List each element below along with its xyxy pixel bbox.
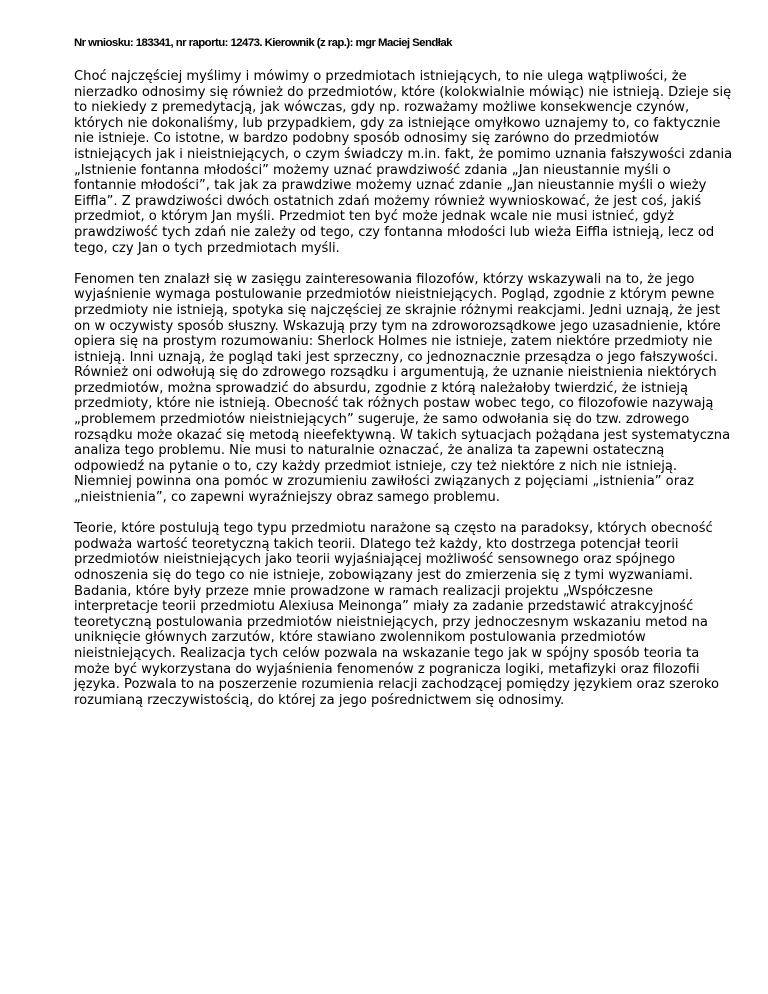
report-body — [74, 69, 734, 724]
paragraph-2: Fenomen ten znalazł się w zasięgu zainteresowania filozofów, którzy wskazywali na to, że jego wyjaśnienie wymaga postulowanie przedmiotów nieistniejących. Pogląd, zgodnie z którym pewne przedmioty nie istnieją, spotyka się najczęściej ze skrajnie różnymi reakcjami. Jedni uznają, że jest on w oczywisty sposób słuszny. Wskazują przy tym na zdroworozsądkowe jego uzasadnienie, które opiera się na prostym rozumowaniu: Sherlock Holmes nie istnieje, zatem niektóre przedmioty nie istnieją. Inni uznają, że pogląd taki jest sprzeczny, co jednoznacznie przesądza o jego fałszywości. Również oni odwołują się do zdrowego rozsądku i argumentują, że uznanie nieistnienia niektórych przedmiotów, można sprowadzić do absurdu, zgodnie z którą należałoby twierdzić, że istnieją przedmioty, które nie istnieją. Obecność tak różnych postaw wobec tego, co filozofowie nazywają „problemem przedmiotów nieistniejących” sugeruje, że samo odwołania się do tzw. zdrowego rozsądku może okazać się metodą nieefektywną. W takich sytuacjach pożądana jest systematyczna analiza tego problemu. Nie musi to naturalnie oznaczać, że analiza ta zapewni ostateczną odpowiedź na pytanie o to, czy każdy przedmiot istnieje, czy też niektóre z nich nie istnieją. Niemniej powinna ona pomóc w zrozumieniu zawiłości związanych z pojęciami „istnienia” oraz „nieistnienia”, co zapewni wyraźniejszy obraz samego problemu. — [74, 271, 731, 506]
paragraph-1: Choć najczęściej myślimy i mówimy o przedmiotach istniejących, to nie ulega wątpliwości, że nierzadko odnosimy się również do przedmiotów, które (kolokwialnie mówiąc) nie istnieją. Dzieje się to niekiedy z premedytacją, jak wówczas, gdy np. rozważamy możliwe konsekwencje czynów, których nie dokonaliśmy, lub przypadkiem, gdy za istniejące omyłkowo uznajemy to, co faktycznie nie istnieje. Co istotne, w bardzo podobny sposób odnosimy się zarówno do przedmiotów istniejących jak i nieistniejących, o czym świadczy m.in. fakt, że pomimo uznania fałszywości zdania „Istnienie fontanna młodości” możemy uznać prawdziwość zdania „Jan nieustannie myśli o fontannie młodości”, tak jak za prawdziwe możemy uznać zdanie „Jan nieustannie myśli o wieży Eiffla”. Z prawdziwości dwóch ostatnich zdań możemy również wywnioskować, że jest coś, jakiś przedmiot, o którym Jan myśli. Przedmiot ten być może jednak wcale nie musi istnieć, gdyż prawdziwość tych zdań nie zależy od tego, czy fontanna młodości lub wieża Eiffla istnieją, lecz od tego, czy Jan o tych przedmiotach myśli. — [74, 69, 733, 256]
paragraph-3: Teorie, które postulują tego typu przedmiotu narażone są często na paradoksy, których obecność podważa wartość teoretyczną takich teorii. Dlatego też każdy, kto dostrzega potencjał teorii przedmiotów nieistniejących jako teorii wyjaśniającej możliwość sensownego oraz spójnego odnoszenia się do tego co nie istnieje, zobowiązany jest do zmierzenia się z tymi wyzwaniami. Badania, które były przeze mnie prowadzone w ramach realizacji projektu „Współczesne interpretacje teorii przedmiotu Alexiusa Meinonga” miały za zadanie przedstawić atrakcyjność teoretyczną postulowania przedmiotów nieistniejących, przy jednoczesnym wskazaniu metod na uniknięcie głównych zarzutów, które stawiano zwolennikom postulowania przedmiotów nieistniejących. Realizacja tych celów pozwala na wskazanie tego jak w spójny sposób teoria ta może być wykorzystana do wyjaśnienia fenomenów z pogranicza logiki, metafizyki oraz filozofii języka. Pozwala to na poszerzenie rozumienia relacji zachodzącej pomiędzy językiem oraz szeroko rozumianą rzeczywistością, do której za jego pośrednictwem się odnosimy. — [74, 521, 719, 708]
report-header: Nr wniosku: 183341, nr raportu: 12473. Kierownik (z rap.): mgr Maciej Sendłak — [74, 37, 452, 49]
